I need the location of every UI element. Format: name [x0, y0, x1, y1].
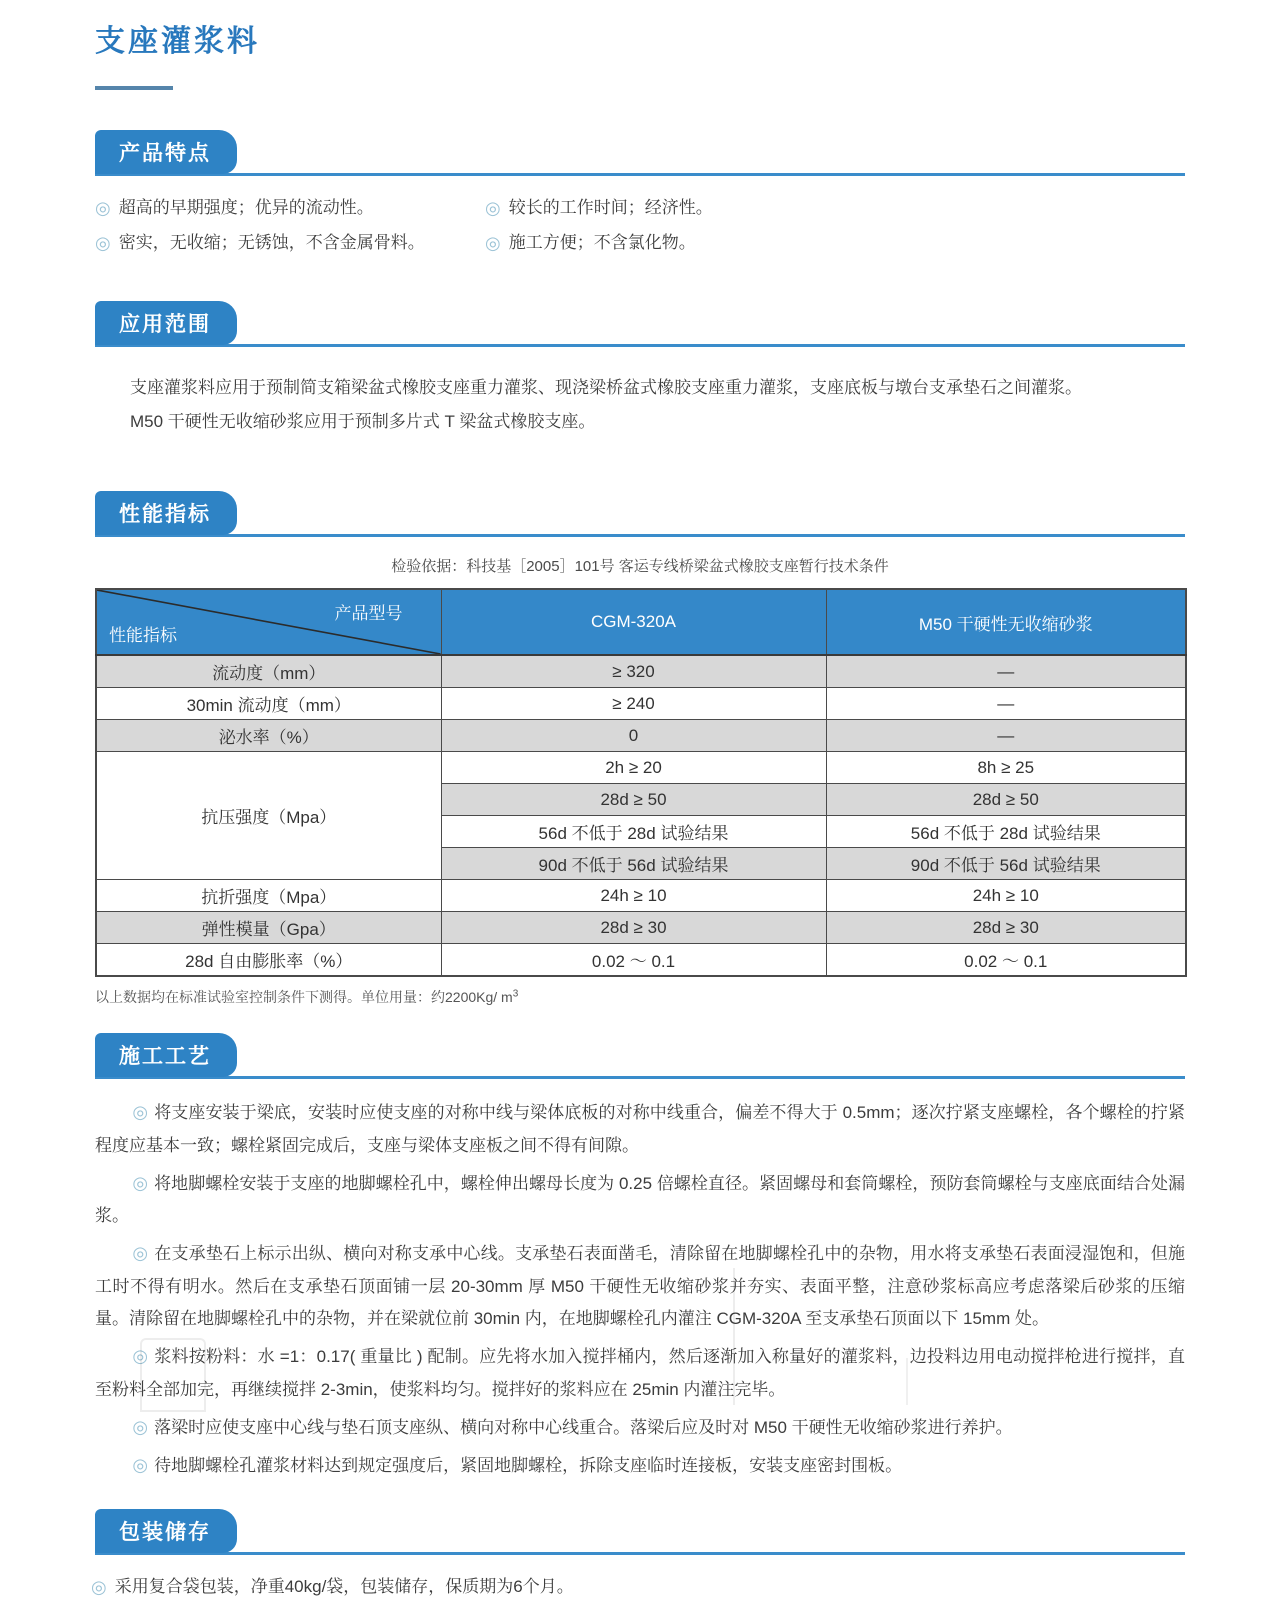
feature-list — [95, 196, 1185, 255]
cell-cgm: 28d ≥ 30 — [441, 912, 826, 944]
application-body — [95, 371, 1185, 439]
section-header-packaging — [95, 1509, 1185, 1555]
row-label-compressive: 抗压强度（Mpa） — [96, 752, 441, 880]
row-label: 泌水率（%） — [96, 720, 441, 752]
cell-m50: 90d 不低于 56d 试验结果 — [826, 848, 1186, 880]
construction-step — [95, 1168, 1185, 1233]
performance-table — [95, 588, 1187, 977]
cell-cgm: 2h ≥ 20 — [441, 752, 826, 784]
ring-bullet-icon: ◎ — [132, 1455, 149, 1476]
section-heading-application: 应用范围 — [119, 313, 211, 337]
cell-m50: — — [826, 688, 1186, 720]
corner-label-performance-index: 性能指标 — [109, 626, 177, 646]
feature-item — [485, 196, 1185, 221]
cell-m50: 0.02 ～ 0.1 — [826, 944, 1186, 977]
section-heading-construction: 施工工艺 — [119, 1045, 211, 1069]
column-header-cgm320a: CGM-320A — [441, 589, 826, 655]
table-row — [96, 880, 1186, 912]
footnote-superscript: 3 — [512, 988, 519, 1000]
packaging-text: 采用复合袋包装，净重40kg/袋，包装储存，保质期为6个月。 — [114, 1576, 574, 1596]
section-header-application — [95, 301, 1185, 347]
row-label: 28d 自由膨胀率（%） — [96, 944, 441, 977]
cell-m50: 8h ≥ 25 — [826, 752, 1186, 784]
table-row — [96, 688, 1186, 720]
table-row — [96, 944, 1186, 977]
table-footnote — [95, 987, 1185, 1007]
packaging-body — [91, 1575, 1185, 1599]
section-tab-performance — [95, 491, 237, 535]
title-underline-dash — [95, 86, 173, 90]
table-header-row — [96, 589, 1186, 655]
cell-m50: 56d 不低于 28d 试验结果 — [826, 816, 1186, 848]
feature-text: 密实，无收缩；无锈蚀，不含金属骨料。 — [118, 232, 425, 252]
construction-body — [95, 1097, 1185, 1482]
cell-cgm: 24h ≥ 10 — [441, 880, 826, 912]
table-row — [96, 912, 1186, 944]
ring-bullet-icon: ◎ — [132, 1346, 149, 1367]
cell-m50: 28d ≥ 30 — [826, 912, 1186, 944]
table-row — [96, 720, 1186, 752]
cell-cgm: 28d ≥ 50 — [441, 784, 826, 816]
construction-step-text: 落梁时应使支座中心线与垫石顶支座纵、横向对称中心线重合。落梁后应及时对 M50 干硬性无收缩砂浆进行养护。 — [154, 1417, 1013, 1437]
cell-m50: 28d ≥ 50 — [826, 784, 1186, 816]
section-features — [95, 130, 1185, 255]
construction-step-text: 浆料按粉料：水 =1：0.17( 重量比 ) 配制。应先将水加入搅拌桶内，然后逐渐加入称量好的灌浆料，边投料边用电动搅拌枪进行搅拌，直至粉料全部加完，再继续搅拌 2-3min，使浆料均匀。搅拌好的浆料应在 25min 内灌注完毕。 — [95, 1347, 1185, 1399]
row-label: 流动度（mm） — [96, 655, 441, 688]
row-label: 弹性模量（Gpa） — [96, 912, 441, 944]
ring-bullet-icon: ◎ — [95, 232, 111, 253]
section-header-performance — [95, 491, 1185, 537]
table-row — [96, 752, 1186, 784]
feature-item — [95, 196, 485, 221]
section-tab-packaging — [95, 1509, 237, 1553]
construction-step — [95, 1412, 1185, 1444]
row-label: 抗折强度（Mpa） — [96, 880, 441, 912]
cell-cgm: 0.02 ～ 0.1 — [441, 944, 826, 977]
cell-m50: 24h ≥ 10 — [826, 880, 1186, 912]
datasheet-page — [91, 0, 1185, 1599]
feature-item — [485, 231, 1185, 256]
construction-step-text: 将支座安装于梁底，安装时应使支座的对称中线与梁体底板的对称中线重合，偏差不得大于 0.5mm；逐次拧紧支座螺栓，各个螺栓的拧紧程度应基本一致；螺栓紧固完成后，支座与梁体支座板之间不得有间隙。 — [95, 1103, 1185, 1155]
cell-cgm: ≥ 320 — [441, 655, 826, 688]
construction-step-text: 在支承垫石上标示出纵、横向对称支承中心线。支承垫石表面凿毛，清除留在地脚螺栓孔中的杂物，用水将支承垫石表面浸湿饱和，但施工时不得有明水。然后在支承垫石顶面铺一层 20-30mm 厚 M50 干硬性无收缩砂浆并夯实、表面平整，注意砂浆标高应考虑落梁后砂浆的压缩量。清除留在地脚螺栓孔中的杂物，并在梁就位前 30min 内，在地脚螺栓孔内灌注 CGM-320A 至支承垫石顶面以下 15mm 处。 — [95, 1244, 1185, 1329]
ring-bullet-icon: ◎ — [132, 1243, 149, 1264]
section-header-construction — [95, 1033, 1185, 1079]
feature-text: 施工方便；不含氯化物。 — [508, 232, 696, 252]
cell-m50: — — [826, 655, 1186, 688]
construction-step — [95, 1450, 1185, 1482]
section-tab-features — [95, 130, 237, 174]
test-basis-caption: 检验依据：科技基［2005］101号 客运专线桥梁盆式橡胶支座暂行技术条件 — [391, 558, 889, 576]
cell-m50: — — [826, 720, 1186, 752]
footnote-text: 以上数据均在标准试验室控制条件下测得。单位用量：约2200Kg/ m — [95, 989, 513, 1006]
application-paragraph: M50 干硬性无收缩砂浆应用于预制多片式 T 梁盆式橡胶支座。 — [130, 412, 596, 432]
section-heading-packaging: 包装储存 — [119, 1520, 211, 1544]
table-row — [96, 655, 1186, 688]
cell-cgm: ≥ 240 — [441, 688, 826, 720]
diagonal-corner-cell — [96, 589, 441, 655]
ring-bullet-icon: ◎ — [485, 232, 501, 253]
packaging-item — [91, 1575, 1185, 1599]
ring-bullet-icon: ◎ — [132, 1416, 149, 1437]
construction-step — [95, 1097, 1185, 1162]
construction-step-text: 待地脚螺栓孔灌浆材料达到规定强度后，紧固地脚螺栓，拆除支座临时连接板，安装支座密封围板。 — [154, 1456, 903, 1476]
ring-bullet-icon: ◎ — [132, 1102, 149, 1123]
section-heading-features: 产品特点 — [119, 142, 211, 165]
construction-step — [95, 1341, 1185, 1406]
feature-item — [95, 231, 485, 256]
row-label: 30min 流动度（mm） — [96, 688, 441, 720]
ring-bullet-icon: ◎ — [95, 198, 111, 218]
corner-label-product-model: 产品型号 — [334, 604, 403, 624]
section-application — [95, 301, 1185, 439]
section-tab-application — [95, 301, 237, 345]
section-header-features — [95, 130, 1185, 176]
cell-cgm: 90d 不低于 56d 试验结果 — [441, 848, 826, 880]
section-construction — [95, 1033, 1185, 1482]
feature-text: 超高的早期强度；优异的流动性。 — [118, 198, 374, 217]
application-paragraph: 支座灌浆料应用于预制简支箱梁盆式橡胶支座重力灌浆、现浇梁桥盆式橡胶支座重力灌浆，支座底板与墩台支承垫石之间灌浆。 — [130, 378, 1082, 398]
section-packaging — [91, 1509, 1185, 1599]
cell-cgm: 0 — [441, 720, 826, 752]
page-title: 支座灌浆料 — [95, 25, 260, 58]
ring-bullet-icon: ◎ — [132, 1172, 149, 1193]
construction-step — [95, 1238, 1185, 1335]
ring-bullet-icon: ◎ — [91, 1576, 107, 1597]
section-performance — [95, 491, 1185, 1007]
cell-cgm: 56d 不低于 28d 试验结果 — [441, 816, 826, 848]
column-header-m50: M50 干硬性无收缩砂浆 — [826, 589, 1186, 655]
ring-bullet-icon: ◎ — [485, 198, 501, 218]
section-heading-performance: 性能指标 — [119, 503, 211, 527]
section-tab-construction — [95, 1033, 237, 1077]
feature-text: 较长的工作时间；经济性。 — [508, 198, 713, 217]
construction-step-text: 将地脚螺栓安装于支座的地脚螺栓孔中，螺栓伸出螺母长度为 0.25 倍螺栓直径。紧固螺母和套筒螺栓，预防套筒螺栓与支座底面结合处漏浆。 — [95, 1173, 1185, 1226]
